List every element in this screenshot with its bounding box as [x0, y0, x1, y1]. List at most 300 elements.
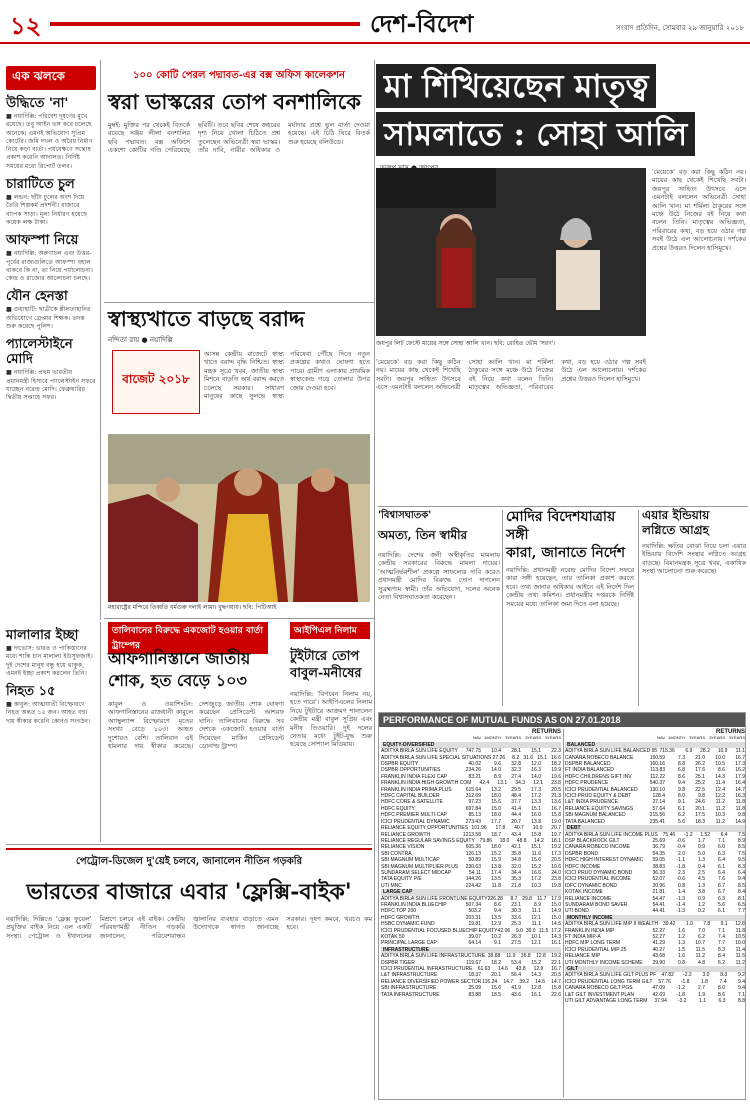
- mf-value: 5.6: [718, 901, 725, 908]
- mf-value: 9.0: [515, 927, 523, 934]
- mf-value: 6.3: [718, 998, 726, 1005]
- mf-value: -2.2: [683, 972, 692, 979]
- mf-value: 20.7: [511, 818, 521, 825]
- mf-value: 10.2: [491, 934, 501, 940]
- mf-value: -0.6: [676, 837, 685, 844]
- mf-value: 27.26: [492, 754, 506, 761]
- mf-table: [378, 712, 746, 1100]
- sidebar-item-body: ■ নয়াদিল্লি: অরুণাচল এবং উত্তর-পূর্বের রাজ্যগুলিতে আফস্পা বহাল থাকবে কি না, তা নিয়ে পর্যালোচনা। কেন্দ্র ও রাজ্যের আলোচনা চলছে।: [6, 250, 93, 283]
- sidebar-header: এক ঝলকে: [6, 66, 96, 90]
- mf-value: 18.37: [468, 972, 481, 979]
- mf-value: 22.3: [551, 748, 561, 755]
- mf-fund-name: FRANKLIN INDIA BLUECHIP: [381, 901, 447, 908]
- rule-3: [374, 60, 375, 1100]
- mf-value: 15.1: [531, 844, 541, 851]
- mf-value: 6.3: [718, 895, 725, 902]
- mf-value: 19.6: [551, 863, 561, 870]
- mf-value: 1.3: [698, 857, 705, 864]
- mf-value: 126.13: [465, 850, 481, 857]
- bishwasghatak-article: [378, 508, 500, 708]
- mf-fund-name: HDFC CHILDRENS GIFT INV: [565, 773, 632, 780]
- table-row: [565, 819, 745, 825]
- mf-fund-name: FRANKLIN INDIA PRIMA PLUS: [381, 786, 452, 793]
- mf-value: 30.3: [511, 908, 521, 915]
- mf-value: 57.64: [652, 805, 665, 812]
- mf-value: 21.3: [551, 793, 561, 800]
- mf-value: -1.8: [676, 863, 685, 870]
- rule-5: [6, 844, 372, 845]
- mf-value: 7.8: [703, 921, 711, 928]
- mf-value: 9.4: [494, 908, 501, 915]
- sidebar-item-title: মালালার ইচ্ছা: [6, 628, 79, 643]
- mf-value: 14.5: [551, 921, 561, 928]
- sidebar-lower-separator: [100, 622, 101, 842]
- mf-fund-name: L&T GILT INVESTMENT PLAN: [565, 991, 635, 998]
- mf-value: 14.7: [503, 978, 514, 985]
- mf-fund-name: DSPBR OPPORTUNITIES: [381, 767, 441, 774]
- mf-value: 36.79: [652, 844, 665, 851]
- mf-value: 15.6: [531, 857, 541, 864]
- mf-value: 18.0: [491, 844, 501, 851]
- airindia-headline-2: লগ্নিতে আগ্রহ: [642, 523, 709, 537]
- mf-section: MONTHLY INCOME: [565, 915, 745, 921]
- section-title: দেশ-বিদেশ: [370, 10, 474, 38]
- mf-value: 41.9: [511, 985, 521, 992]
- mf-value: 54.41: [652, 901, 665, 908]
- mf-value: 9.8: [738, 812, 745, 819]
- mf-value: 35.3: [511, 876, 521, 883]
- mf-head-cell: 5YEARS: [545, 735, 561, 741]
- mf-value: 9.4: [738, 985, 745, 992]
- mf-fund-name: RELIANCE EQUITY SAVINGS: [565, 805, 634, 812]
- mf-value: 17.4: [491, 869, 501, 876]
- mf-value: 6.4: [720, 831, 728, 838]
- mf-value: 507.34: [465, 901, 481, 908]
- mf-value: 17.3: [531, 786, 541, 793]
- page-number: ১২: [10, 12, 42, 40]
- mf-value: -1.8: [676, 991, 685, 998]
- mf-value: 9.6: [494, 761, 501, 768]
- mf-value: 11.1: [735, 748, 745, 755]
- mf-section: BALANCED: [565, 742, 745, 748]
- mf-value: 9.4: [678, 780, 685, 787]
- mf-value: 29.5: [511, 786, 521, 793]
- mf-value: 15.0: [551, 901, 561, 908]
- sidebar-item-body: ■ নয়াদিল্লি: পরিবেশ দূষণের মুখে রয়েছে। তবু আইন ভঙ্গ করে চলেছে অনেকে। এমনই অভিযোগ সুপ্রিম কোর্টের। জমি দখল ও অবৈধ নির্মাণ নিয়ে কড়া বার্তা। পর্যবেক্ষণে সন্তোষ প্রকাশ করেনি আদালত। নির্দিষ্ট সময়ের মধ্যে রিপোর্ট তলব।: [6, 113, 93, 170]
- mf-value: 15.8: [531, 831, 541, 838]
- mf-fund-name: ADITYA BIRLA SUN LIFE INFRASTRUCTURE: [381, 953, 486, 960]
- mf-value: 17.2: [531, 793, 541, 800]
- mf-fund-name: ICICI PRUDENTIAL BALANCED: [565, 786, 638, 793]
- mf-value: 12.9: [491, 921, 501, 928]
- mf-value: 6.2: [698, 934, 705, 940]
- mf-value: 24.6: [695, 799, 705, 806]
- table-row: [381, 940, 561, 946]
- mf-value: 6.0: [718, 844, 725, 851]
- mf-value: 101.96: [471, 825, 487, 832]
- mf-value: 10.7: [695, 940, 705, 947]
- page-header: [0, 0, 750, 44]
- mf-section: LARGE CAP: [381, 889, 561, 895]
- mf-value: 15.2: [491, 850, 501, 857]
- mf-value: 11.6: [531, 850, 541, 857]
- mf-value: 6.2: [718, 959, 725, 966]
- mf-value: 1.0: [685, 921, 693, 928]
- mf-value: 8.6: [718, 767, 725, 774]
- mf-value: 6.7: [718, 889, 725, 896]
- mf-value: 10.9: [717, 748, 728, 755]
- mf-value: 11.5: [695, 946, 705, 953]
- taliban-kicker: তালিবানের বিরুদ্ধে একজোট হওয়ার বার্তা ট্রাম্পের: [108, 622, 268, 654]
- mf-value: 8.0: [678, 793, 685, 800]
- mf-fund-name: UTI MONTHLY INCOME SCHEME: [565, 959, 643, 966]
- mf-value: 50.89: [468, 857, 481, 864]
- mf-value: 0.9: [698, 844, 705, 851]
- mf-fund-name: FRANKLIN INDIA FLEXI CAP: [381, 773, 448, 780]
- mf-fund-name: RELIANCE EQUITY OPPORTUNITIES: [381, 825, 469, 832]
- mf-value: 25.2: [695, 780, 705, 787]
- mf-fund-name: KOTAK 50: [381, 934, 405, 940]
- mf-value: 9.8: [678, 786, 685, 793]
- mf-value: -1.3: [676, 908, 685, 915]
- mf-value: 1.2: [678, 934, 685, 940]
- sidebar-item-body: ■ গুয়াহাটি: ছাত্রীকে শ্লীলতাহানির অভিযোগে গ্রেপ্তার শিক্ষক। তদন্ত শুরু করেছে পুলিশ।: [6, 306, 91, 331]
- table-row: [381, 992, 561, 998]
- mf-value: 43.4: [511, 831, 521, 838]
- mf-value: 54.35: [652, 850, 665, 857]
- mf-value: 16.3: [735, 793, 745, 800]
- mf-value: 6.4: [718, 869, 725, 876]
- mf-value: 6.1: [718, 863, 725, 870]
- mf-value: 52.27: [652, 927, 665, 934]
- mf-value: 11.2: [715, 818, 725, 825]
- mf-value: 14.2: [534, 837, 544, 844]
- soha-photo-image: [376, 168, 646, 336]
- mf-head-cell: 3YEARS: [689, 735, 705, 741]
- mf-value: 16.3: [531, 767, 541, 774]
- mf-value: 17.2: [551, 927, 562, 934]
- mf-value: 12.9: [533, 966, 544, 973]
- mf-value: 11.2: [715, 799, 725, 806]
- mf-value: 16.7: [551, 805, 561, 812]
- modi-headline-2: কারা, জানাতে নির্দেশ: [506, 545, 625, 561]
- mf-value: 226.28: [487, 895, 503, 902]
- mf-value: 14.5: [535, 978, 546, 985]
- mf-value: 112.22: [650, 773, 665, 780]
- mf-value: 8.3: [718, 946, 725, 953]
- mf-value: 42.1: [511, 844, 521, 851]
- mf-fund-name: SUNDARAM BOND SAVER: [565, 901, 628, 908]
- mf-fund-name: RELIANCE REGULAR SAVINGS EQUITY: [381, 837, 475, 844]
- mf-value: 11.5: [538, 927, 549, 934]
- mf-value: 54.47: [652, 895, 665, 902]
- mf-value: 7.7: [738, 908, 745, 915]
- mf-value: 8.6: [494, 901, 501, 908]
- sidebar-item-body: ■ কাবুল: আত্মঘাতী বিস্ফোরণে নিহত অন্তত ১৫ জন। আহত বহু। দায় স্বীকার করেনি কোনও সংগঠন।: [6, 701, 91, 725]
- mf-head-cell: 1MONTH: [668, 735, 685, 741]
- mf-value: 18.0: [499, 837, 510, 844]
- mf-value: 26.2: [695, 761, 705, 768]
- mf-fund-name: SBI INFRASTRUCTURE: [381, 985, 437, 992]
- mf-value: 203.31: [465, 914, 481, 921]
- mf-value: -3.2: [677, 998, 687, 1005]
- mf-value: 1.8: [701, 978, 708, 985]
- mf-value: 39.2: [519, 978, 530, 985]
- mf-value: 42.69: [652, 991, 665, 998]
- mf-value: 23.8: [551, 780, 561, 787]
- mf-value: 1.52: [700, 831, 711, 838]
- mf-value: 4.5: [698, 876, 705, 883]
- mf-value: 13.6: [551, 799, 561, 806]
- mf-value: 6.5: [738, 901, 745, 908]
- mf-value: 7.3: [678, 754, 685, 761]
- budget-logo-text: বাজেট ২০১৮: [122, 372, 190, 386]
- mf-fund-name: ADITYA BIRLA SUN LIFE INCOME PLUS: [565, 831, 658, 838]
- mf-value: 22.5: [695, 786, 705, 793]
- mf-value: 12.1: [531, 940, 541, 947]
- mf-value: 14.3: [531, 972, 541, 979]
- mf-value: 8.5: [738, 882, 745, 889]
- mf-value: 20.5: [551, 786, 561, 793]
- mf-value: 9.1: [720, 921, 728, 928]
- mf-fund-name: ICICI PRUDENTIAL LONG TERM GILT: [565, 978, 653, 985]
- mf-section: INFRASTRUCTURE: [381, 947, 561, 953]
- mf-head-name: [381, 735, 461, 741]
- health-byline: নন্দিতা রায় ● নয়াদিল্লি: [108, 336, 173, 344]
- mf-value: 23.1: [511, 901, 521, 908]
- mf-right-returns: RETURNS: [715, 729, 745, 735]
- mf-fund-name: RELIANCE VISION: [381, 844, 425, 851]
- mf-fund-name: HDFC EQUITY: [381, 805, 415, 812]
- mf-value: 97.23: [468, 799, 481, 806]
- page-number-bar: [50, 22, 360, 26]
- mf-value: 16.6: [551, 754, 561, 761]
- swara-kicker: ১০০ কোটি পেরল পদ্মাবত-এর বক্স অফিস কালেকশন: [132, 70, 346, 81]
- mf-value: 15.9: [491, 857, 501, 864]
- mf-head-cell: 1MONTH: [484, 735, 501, 741]
- dalai-lama-photo: [108, 434, 370, 602]
- mf-value: 15.2: [531, 959, 541, 966]
- mf-value: 224.42: [465, 882, 481, 889]
- mf-value: 8.8: [738, 998, 745, 1005]
- mf-value: 8.6: [678, 773, 685, 780]
- mf-value: 11.1: [531, 908, 541, 915]
- mf-value: 14.3: [551, 934, 561, 940]
- soha-article: [376, 64, 748, 504]
- mf-value: 113.83: [650, 767, 665, 774]
- mf-value: 11.4: [735, 946, 745, 953]
- mf-value: 47.82: [661, 972, 674, 979]
- sidebar-item-title: প্যালেস্টাইনে মোদি: [6, 337, 73, 368]
- dateline: সংবাদ প্রতিদিন, সোমবার ২৯ জানুয়ারি ২০১৮: [616, 24, 744, 32]
- mf-value: 8.4: [738, 889, 745, 896]
- mf-value: 52.07: [652, 876, 665, 883]
- mf-value: 10.5: [715, 761, 725, 768]
- mf-fund-name: TATA INFRASTRUCTURE: [381, 991, 440, 998]
- mf-value: 16.6: [531, 869, 541, 876]
- mf-value: 12.2: [715, 793, 725, 800]
- mf-value: 16.4: [735, 780, 745, 787]
- mf-fund-name: ICICI PRUD DYNAMIC BOND: [565, 869, 633, 876]
- mf-value: 11.9: [506, 953, 516, 960]
- mf-value: 39.07: [468, 934, 481, 940]
- mf-value: 19.2: [551, 844, 561, 851]
- mf-value: 20.7: [551, 825, 562, 832]
- mf-fund-name: TATA BALANCED: [565, 818, 605, 825]
- mf-fund-name: L&T INDIA PRUDENCE: [565, 799, 618, 806]
- mf-value: 9.1: [494, 940, 501, 947]
- mf-value: 19.0: [551, 818, 561, 825]
- taliban-headline: আফগানিস্তানে জাতীয় শোক, হত বেড়ে ১০৩: [108, 649, 251, 690]
- mf-value: 130.10: [649, 786, 665, 793]
- mf-value: 29.90: [652, 959, 665, 966]
- mf-value: 17.9: [551, 895, 561, 902]
- mf-value: 12.1: [531, 914, 541, 921]
- mf-value: 12.4: [715, 786, 725, 793]
- mf-value: 6.4: [718, 857, 725, 864]
- sidebar: [6, 66, 96, 606]
- mf-value: 20.5: [551, 972, 561, 979]
- mf-value: 19.7: [551, 831, 561, 838]
- mf-value: 0.9: [698, 895, 705, 902]
- mf-fund-name: CANARA ROBECO BALANCE: [565, 754, 634, 761]
- mf-head-cell: 3YEARS: [505, 735, 521, 741]
- mf-fund-name: CANARA ROBECO INCOME: [565, 844, 631, 851]
- sidebar-item-body: ■ নয়াদিল্লি: প্রথম ভারতীয় প্রধানমন্ত্রী হিসাবে প্যালেস্টাইন সফরে যাচ্ছেন নরেন্দ্র মোদি। ফেব্রুয়ারির দ্বিতীয় সপ্তাহে সফর।: [6, 369, 96, 402]
- mf-value: 15.0: [491, 805, 501, 812]
- mf-value: 15.1: [531, 748, 541, 755]
- airindia-body: নয়াদিল্লি: ক্ষতির বোঝা নিয়ে চলা এয়ার ইন্ডিয়ায় বিদেশি সংস্থার লগ্নিতে আগ্রহ বাড়ছে। বিমানমন্ত্রক সূত্রে খবর, একাধিক সংস্থা আলোচনা শুরু করেছে।: [642, 542, 746, 576]
- mf-value: 18.2: [551, 761, 561, 768]
- mf-value: 9.8: [698, 793, 705, 800]
- mf-value: 1.9: [698, 991, 705, 998]
- mf-value: 59.05: [652, 857, 665, 864]
- mf-value: 12.1: [533, 780, 544, 787]
- mf-value: 14.9: [551, 908, 561, 915]
- mf-value: 2.3: [678, 869, 685, 876]
- mf-value: 7.1: [718, 927, 725, 934]
- mf-value: 18.2: [491, 959, 501, 966]
- mf-value: 14.7: [735, 786, 745, 793]
- mf-value: 715.36: [659, 748, 675, 755]
- mf-fund-name: HDFC HIGH INTEREST DYNAMIC: [565, 857, 644, 864]
- table-row: [565, 960, 745, 966]
- mf-value: 19.2: [551, 953, 562, 960]
- mf-value: 6.8: [678, 767, 685, 774]
- mf-value: 6.7: [718, 882, 725, 889]
- mf-fund-name: TATA EQUITY P/E: [381, 876, 422, 883]
- mf-value: 215.56: [649, 812, 665, 819]
- mf-value: -1.8: [680, 978, 690, 985]
- mf-value: 312.69: [465, 793, 481, 800]
- mf-right-header: [565, 735, 745, 741]
- mf-value: 8.5: [738, 844, 745, 851]
- mf-value: 11.2: [695, 953, 705, 960]
- mf-value: 7.1: [738, 991, 745, 998]
- mf-value: 11.2: [735, 959, 745, 966]
- mf-value: 40.7: [514, 825, 524, 832]
- mf-value: 7.5: [738, 831, 745, 838]
- mf-value: 17.9: [735, 773, 745, 780]
- mf-value: 6.3: [718, 850, 725, 857]
- mf-fund-name: UTI GILT ADVANTAGE LONG TERM: [565, 998, 648, 1005]
- mf-value: 11.8: [735, 927, 745, 934]
- mf-value: 6.9: [685, 748, 693, 755]
- mf-value: 15.6: [491, 799, 501, 806]
- mf-fund-name: L&T INFRASTRUCTURE: [381, 972, 438, 979]
- mf-fund-name: HDFC GROWTH: [381, 914, 420, 921]
- mf-value: 34.4: [511, 869, 521, 876]
- mf-value: 7.0: [698, 927, 705, 934]
- mf-value: 21.8: [511, 882, 521, 889]
- mf-fund-name: HDFC TOP 200: [381, 908, 417, 915]
- soha-caption: জয়পুর লিট ফেস্টে মায়ের সঙ্গে সোহা আলি খান। ছবি: রোহিত ভৌম 'সরণ'।: [376, 340, 556, 347]
- soha-side-body: 'মেয়েকে' বড় করা কিছু কঠিন নয়। মায়ের কাছ থেকেই শিখেছি সবটা। জয়পুর সাহিত্য উৎসবে এসে এমনটাই বললেন অভিনেত্রী সোহা আলি খান। মা শর্মিলা ঠাকুরের সঙ্গে মঞ্চে উঠে নিজের বই নিয়ে কথা বলেন তিনি। মাতৃত্বের অভিজ্ঞতা, পরিবারের কথা, বড় হয়ে ওঠার গল্প সবই উঠে এল আলোচনায়। দর্শকের প্রশ্নের উত্তরও দিলেন হাসিমুখে।: [652, 168, 746, 252]
- mf-value: 1.4: [678, 889, 685, 896]
- mf-fund-name: ADITYA BIRLA SUN LIFE FRONTLINE EQUITY: [381, 895, 488, 902]
- health-body: আসন্ন কেন্দ্রীয় বাজেটে স্বাস্থ্য খাতে বরাদ্দ বৃদ্ধি নিশ্চিত। স্বাস্থ্য মন্ত্রক সূত্রে খবর, জাতীয় স্বাস্থ্য মিশনে বাড়তি অর্থ বরাদ্দ করতে চলেছে সরকার। সাধারণ মানুষের কাছে সুলভে স্বাস্থ্য পরিষেবা পৌঁছে দিতে নতুন প্রকল্পের কথাও ঘোষণা হতে পারে। গ্রামীণ এলাকায় প্রাথমিক স্বাস্থ্যকেন্দ্র গড়ে তোলার উপর জোর দেওয়া হবে।: [204, 350, 370, 401]
- mf-value: 19.6: [551, 773, 561, 780]
- mf-fund-name: FRANKLIN INDIA MIP: [565, 927, 615, 934]
- mf-value: 43.68: [652, 953, 665, 960]
- mf-value: 29.8: [522, 895, 532, 902]
- mf-value: 36.33: [652, 869, 665, 876]
- mf-value: 8.7: [510, 895, 518, 902]
- mf-fund-name: FRANKLIN INDIA HIGH GROWTH COM: [381, 780, 472, 787]
- mf-value: 10.4: [491, 748, 501, 755]
- mf-value: 540.37: [649, 780, 665, 787]
- mf-value: 64.14: [468, 940, 481, 947]
- mf-value: 7.5: [738, 850, 745, 857]
- modi-article: [506, 508, 634, 708]
- mf-fund-name: HDFC PRUDENCE: [565, 780, 609, 787]
- sidebar-item-title: চারাটিতে চুল: [6, 177, 75, 193]
- mf-value: 18.7: [491, 831, 501, 838]
- mf-value: 47.09: [652, 985, 665, 992]
- mf-value: 17.8: [495, 825, 506, 832]
- mf-fund-name: ADITYA BIRLA SUN LIFE GILT PLUS PF: [565, 972, 657, 979]
- mf-head-cell: NAV: [473, 735, 481, 741]
- mf-fund-name: SBI MAGNUM MULTICAP: [381, 857, 440, 864]
- rule-2: [104, 618, 374, 619]
- mf-value: 30.0: [525, 927, 536, 934]
- mf-value: 7.4: [718, 934, 725, 940]
- mf-value: 18.5: [491, 991, 501, 998]
- mf-value: 17.5: [695, 812, 705, 819]
- mf-value: 18.0: [491, 812, 501, 819]
- mf-value: 27.14: [652, 799, 665, 806]
- mf-value: 13.5: [491, 914, 501, 921]
- mf-value: -1.2: [684, 831, 693, 838]
- mf-value: 5.6: [678, 818, 685, 825]
- mf-value: 615.64: [465, 786, 481, 793]
- mf-value: 34.8: [511, 857, 521, 864]
- mf-value: 41.4: [511, 805, 521, 812]
- mf-value: 57.76: [658, 978, 671, 985]
- mf-value: 83.88: [468, 991, 481, 998]
- mf-value: 9.5: [738, 857, 745, 864]
- mf-value: 11.2: [715, 805, 725, 812]
- mf-value: 14.0: [531, 773, 541, 780]
- mf-fund-name: ADITYA BIRLA SUN LIFE BALANCED 95: [565, 748, 658, 755]
- mf-value: 9.1: [678, 799, 685, 806]
- mf-fund-name: ICICI PRUDENTIAL INCOME: [565, 876, 631, 883]
- mf-value: 54.11: [468, 869, 481, 876]
- mf-fund-name: KOTAK INCOME: [565, 889, 603, 896]
- mf-value: 34.3: [515, 780, 526, 787]
- mf-fund-name: RELIANCE MIP: [565, 953, 601, 960]
- mf-fund-name: RELIANCE GROWTH: [381, 831, 431, 838]
